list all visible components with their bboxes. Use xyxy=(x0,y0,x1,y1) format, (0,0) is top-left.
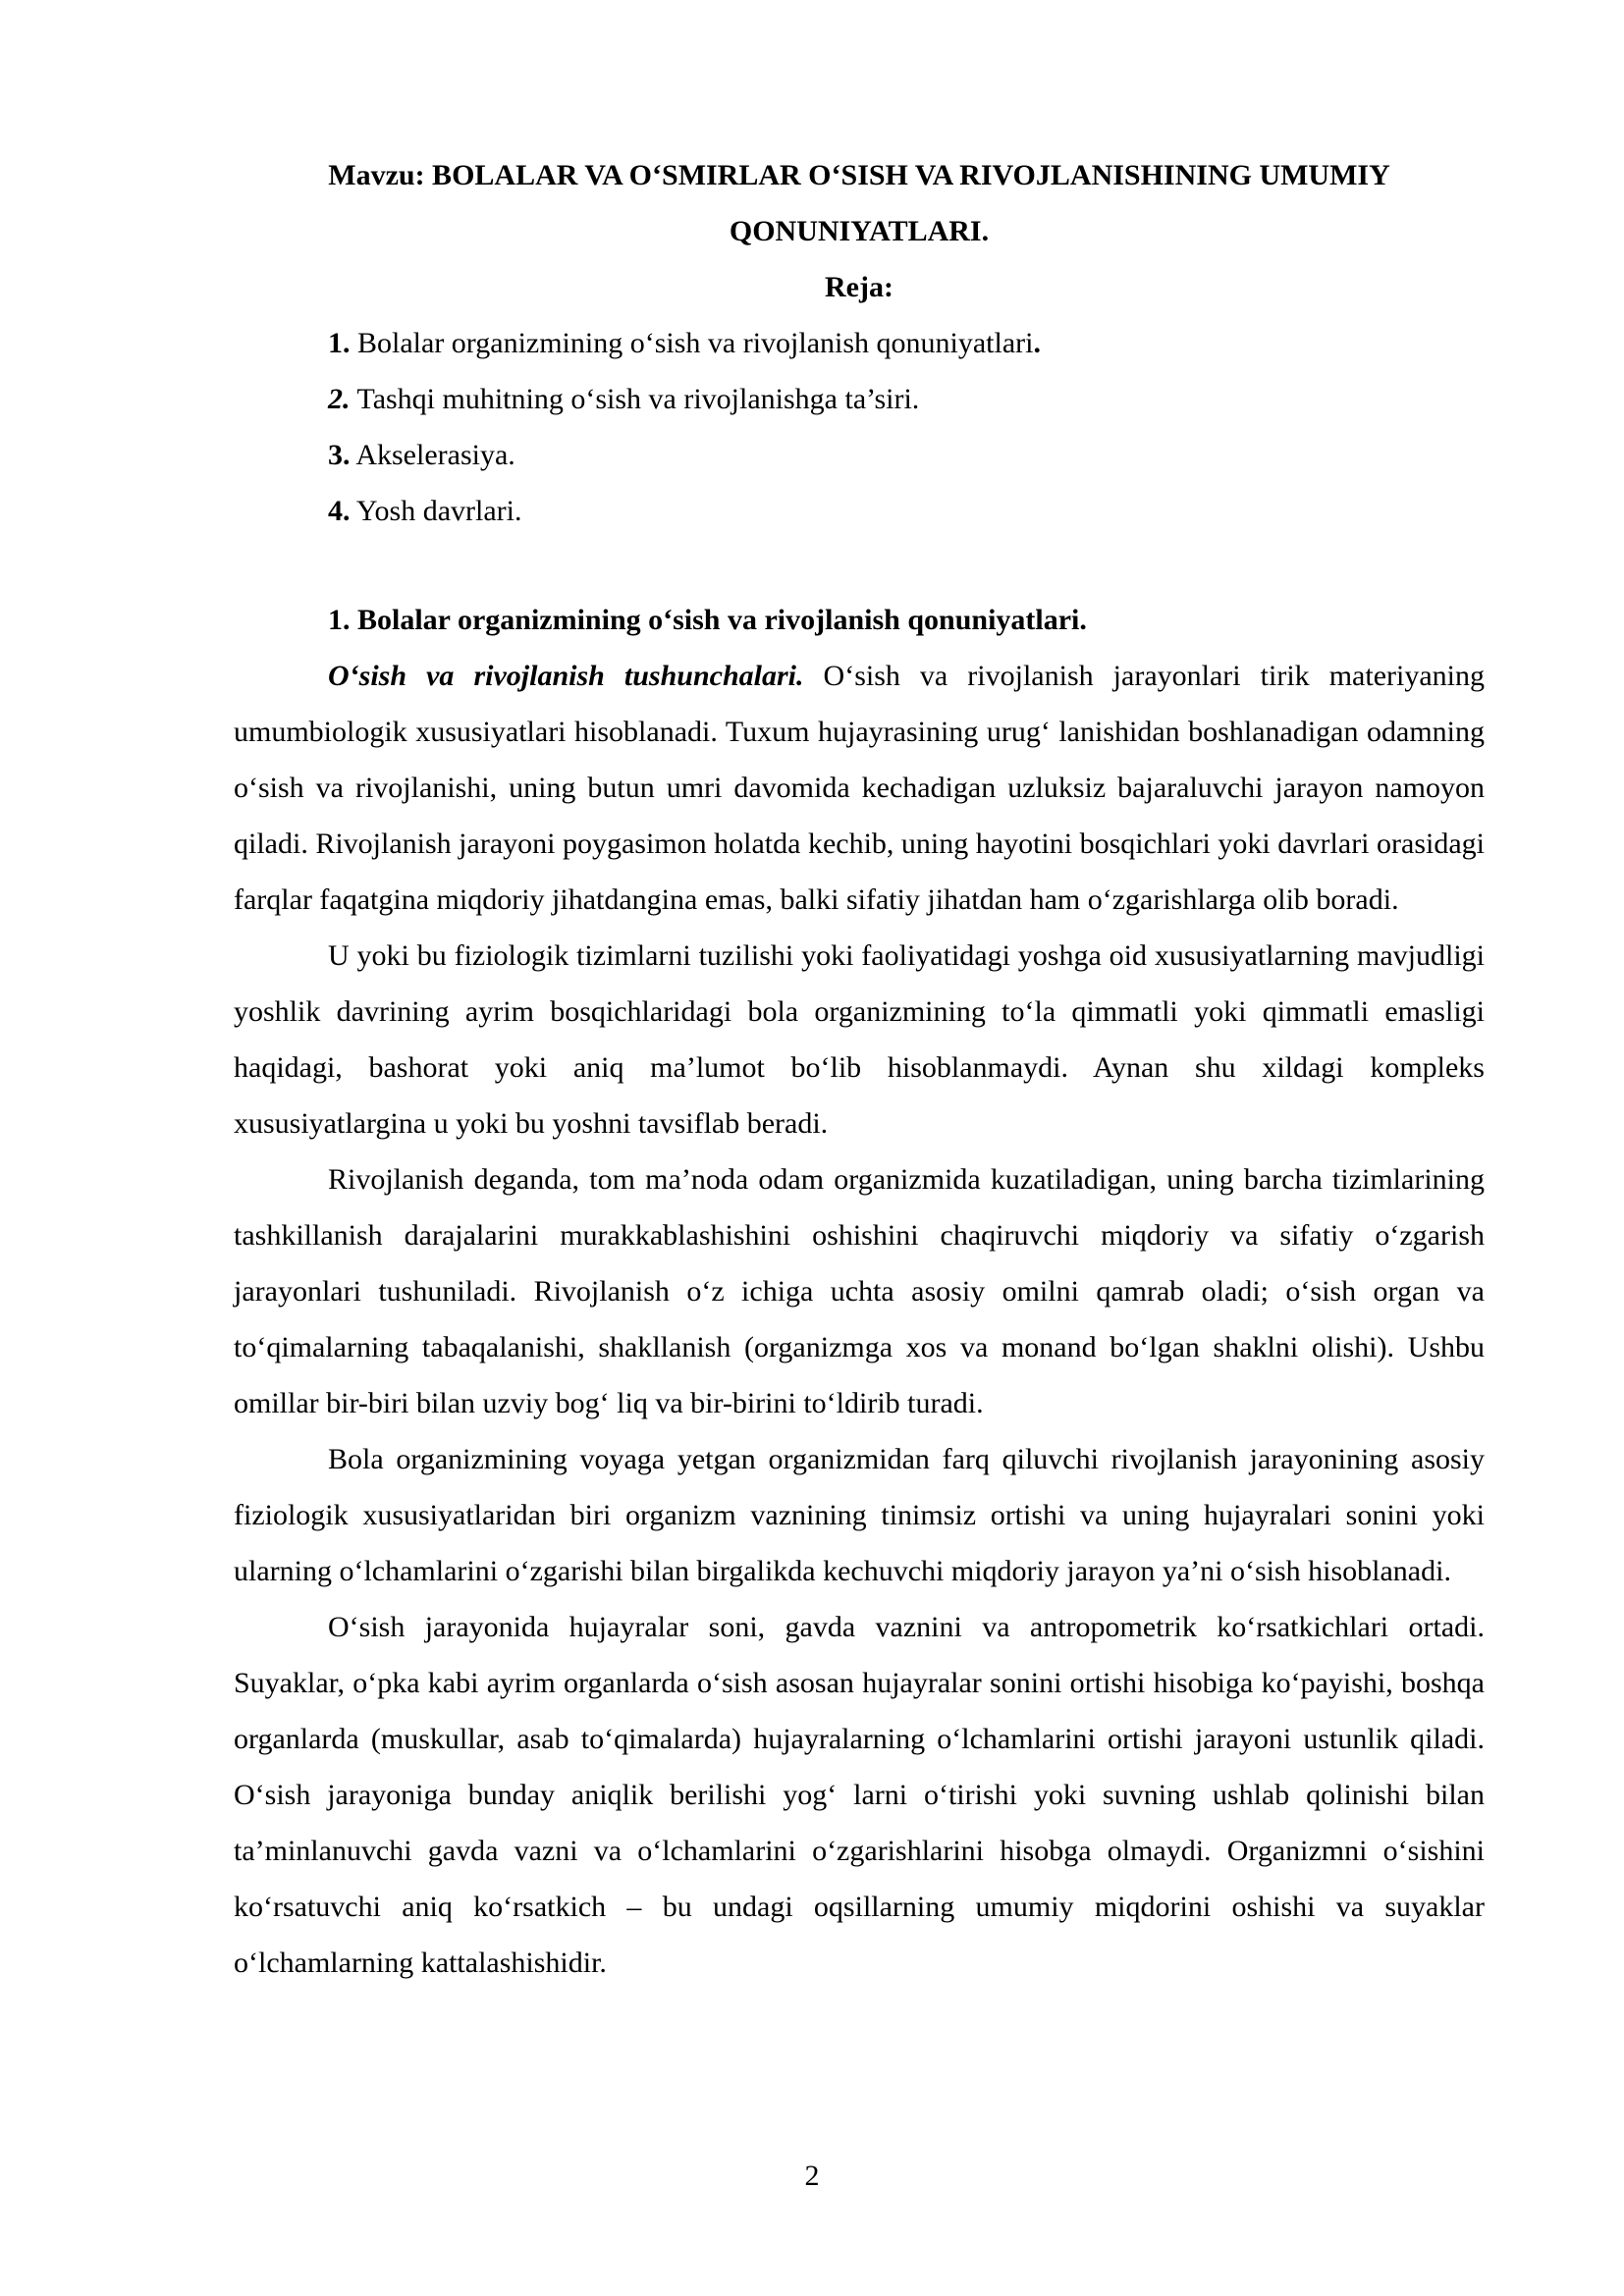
body-paragraph xyxy=(234,928,1485,1151)
body-paragraph xyxy=(234,1431,1485,1599)
plan-item-number: 1. xyxy=(328,327,351,359)
body-paragraph xyxy=(234,648,1485,928)
body-paragraph xyxy=(234,1599,1485,1991)
plan-item-trail: . xyxy=(1033,327,1041,359)
plan-item-text: Yosh davrlari. xyxy=(350,495,522,527)
plan-item-text: Tashqi muhitning o‘sish va rivojlanishga ta’siri. xyxy=(350,383,920,415)
paragraph-text: U yoki bu fiziologik tizimlarni tuzilishi yoki faoliyatidagi yoshga oid xususiyatlarning mavjudligi yoshlik davrining ayrim bosqichlaridagi bola organizmining to‘la qimmatli yoki qimmatli emasligi haqidagi, bashorat yoki aniq ma’lumot bo‘lib hisoblanmaydi. Aynan shu xildagi kompleks xususiyatlargina u yoki bu yoshni tavsiflab beradi. xyxy=(234,939,1485,1140)
plan-item-number: 4. xyxy=(328,495,351,527)
plan-heading: Reja: xyxy=(825,271,893,303)
paragraph-text: O‘sish va rivojlanish jarayonlari tirik materiyaning umumbiologik xususiyatlari hisoblanadi. Tuxum hujayrasining urug‘ lanishidan boshlanadigan odamning o‘sish va rivojlanishi, uning butun umri davomida kechadigan uzluksiz bajaraluvchi jarayon namoyon qiladi. Rivojlanish jarayoni poygasimon holatda kechib, uning hayotini bosqichlari yoki davrlari orasidagi farqlar faqatgina miqdoriy jihatdangina emas, balki sifatiy jihatdan ham o‘zgarishlarga olib boradi. xyxy=(234,660,1485,916)
plan-item xyxy=(328,315,1485,371)
plan-list xyxy=(234,315,1485,539)
plan-item-number: 3. xyxy=(328,439,351,471)
plan-item-text: Akselerasiya. xyxy=(350,439,515,471)
plan-item xyxy=(328,371,1485,427)
plan-item xyxy=(328,483,1485,539)
body-paragraph xyxy=(234,1151,1485,1431)
paragraph-text: O‘sish jarayonida hujayralar soni, gavda vaznini va antropometrik ko‘rsatkichlari ortadi. Suyaklar, o‘pka kabi ayrim organlarda o‘sish asosan hujayralar sonini ortishi hisobiga ko‘payishi, boshqa organlarda (muskullar, asab to‘qimalarda) hujayralarning o‘lchamlarini ortishi jarayoni ustunlik qiladi. O‘sish jarayoniga bunday aniqlik berilishi yog‘ larni o‘tirishi yoki suvning ushlab qolinishi bilan ta’minlanuvchi gavda vazni va o‘lchamlarini o‘zgarishlarini hisobga olmaydi. Organizmni o‘sishini ko‘rsatuvchi aniq ko‘rsatkich – bu undagi oqsillarning umumiy miqdorini oshishi va suyaklar o‘lchamlarning kattalashishidir. xyxy=(234,1611,1485,1979)
paragraph-lead: O‘sish va rivojlanish tushunchalari. xyxy=(328,660,804,692)
paragraph-text: Bola organizmining voyaga yetgan organizmidan farq qiluvchi rivojlanish jarayonining asosiy fiziologik xususiyatlaridan biri organizm vaznining tinimsiz ortishi va uning hujayralari sonini yoki ularning o‘lchamlarini o‘zgarishi bilan birgalikda kechuvchi miqdoriy jarayon ya’ni o‘sish hisoblanadi. xyxy=(234,1443,1485,1587)
paragraph-text: Rivojlanish deganda, tom ma’noda odam organizmida kuzatiladigan, uning barcha tizimlarining tashkillanish darajalarini murakkablashishini oshishini chaqiruvchi miqdoriy va sifatiy o‘zgarish jarayonlari tushuniladi. Rivojlanish o‘z ichiga uchta asosiy omilni qamrab oladi; o‘sish organ va to‘qimalarning tabaqalanishi, shakllanish (organizmga xos va monand bo‘lgan shaklni olishi). Ushbu omillar bir-biri bilan uzviy bog‘ liq va bir-birini to‘ldirib turadi. xyxy=(234,1163,1485,1419)
page-content xyxy=(234,147,1485,1991)
section-heading: 1. Bolalar organizmining o‘sish va rivojlanish qonuniyatlari. xyxy=(328,604,1087,636)
plan-item-number: 2. xyxy=(328,383,351,415)
plan-item xyxy=(328,427,1485,483)
page-number: 2 xyxy=(804,2160,820,2192)
document-title: Mavzu: BOLALAR VA O‘SMIRLAR O‘SISH VA RIVOJLANISHINING UMUMIY QONUNIYATLARI. xyxy=(328,159,1390,247)
plan-item-text: Bolalar organizmining o‘sish va rivojlanish qonuniyatlari xyxy=(350,327,1034,359)
